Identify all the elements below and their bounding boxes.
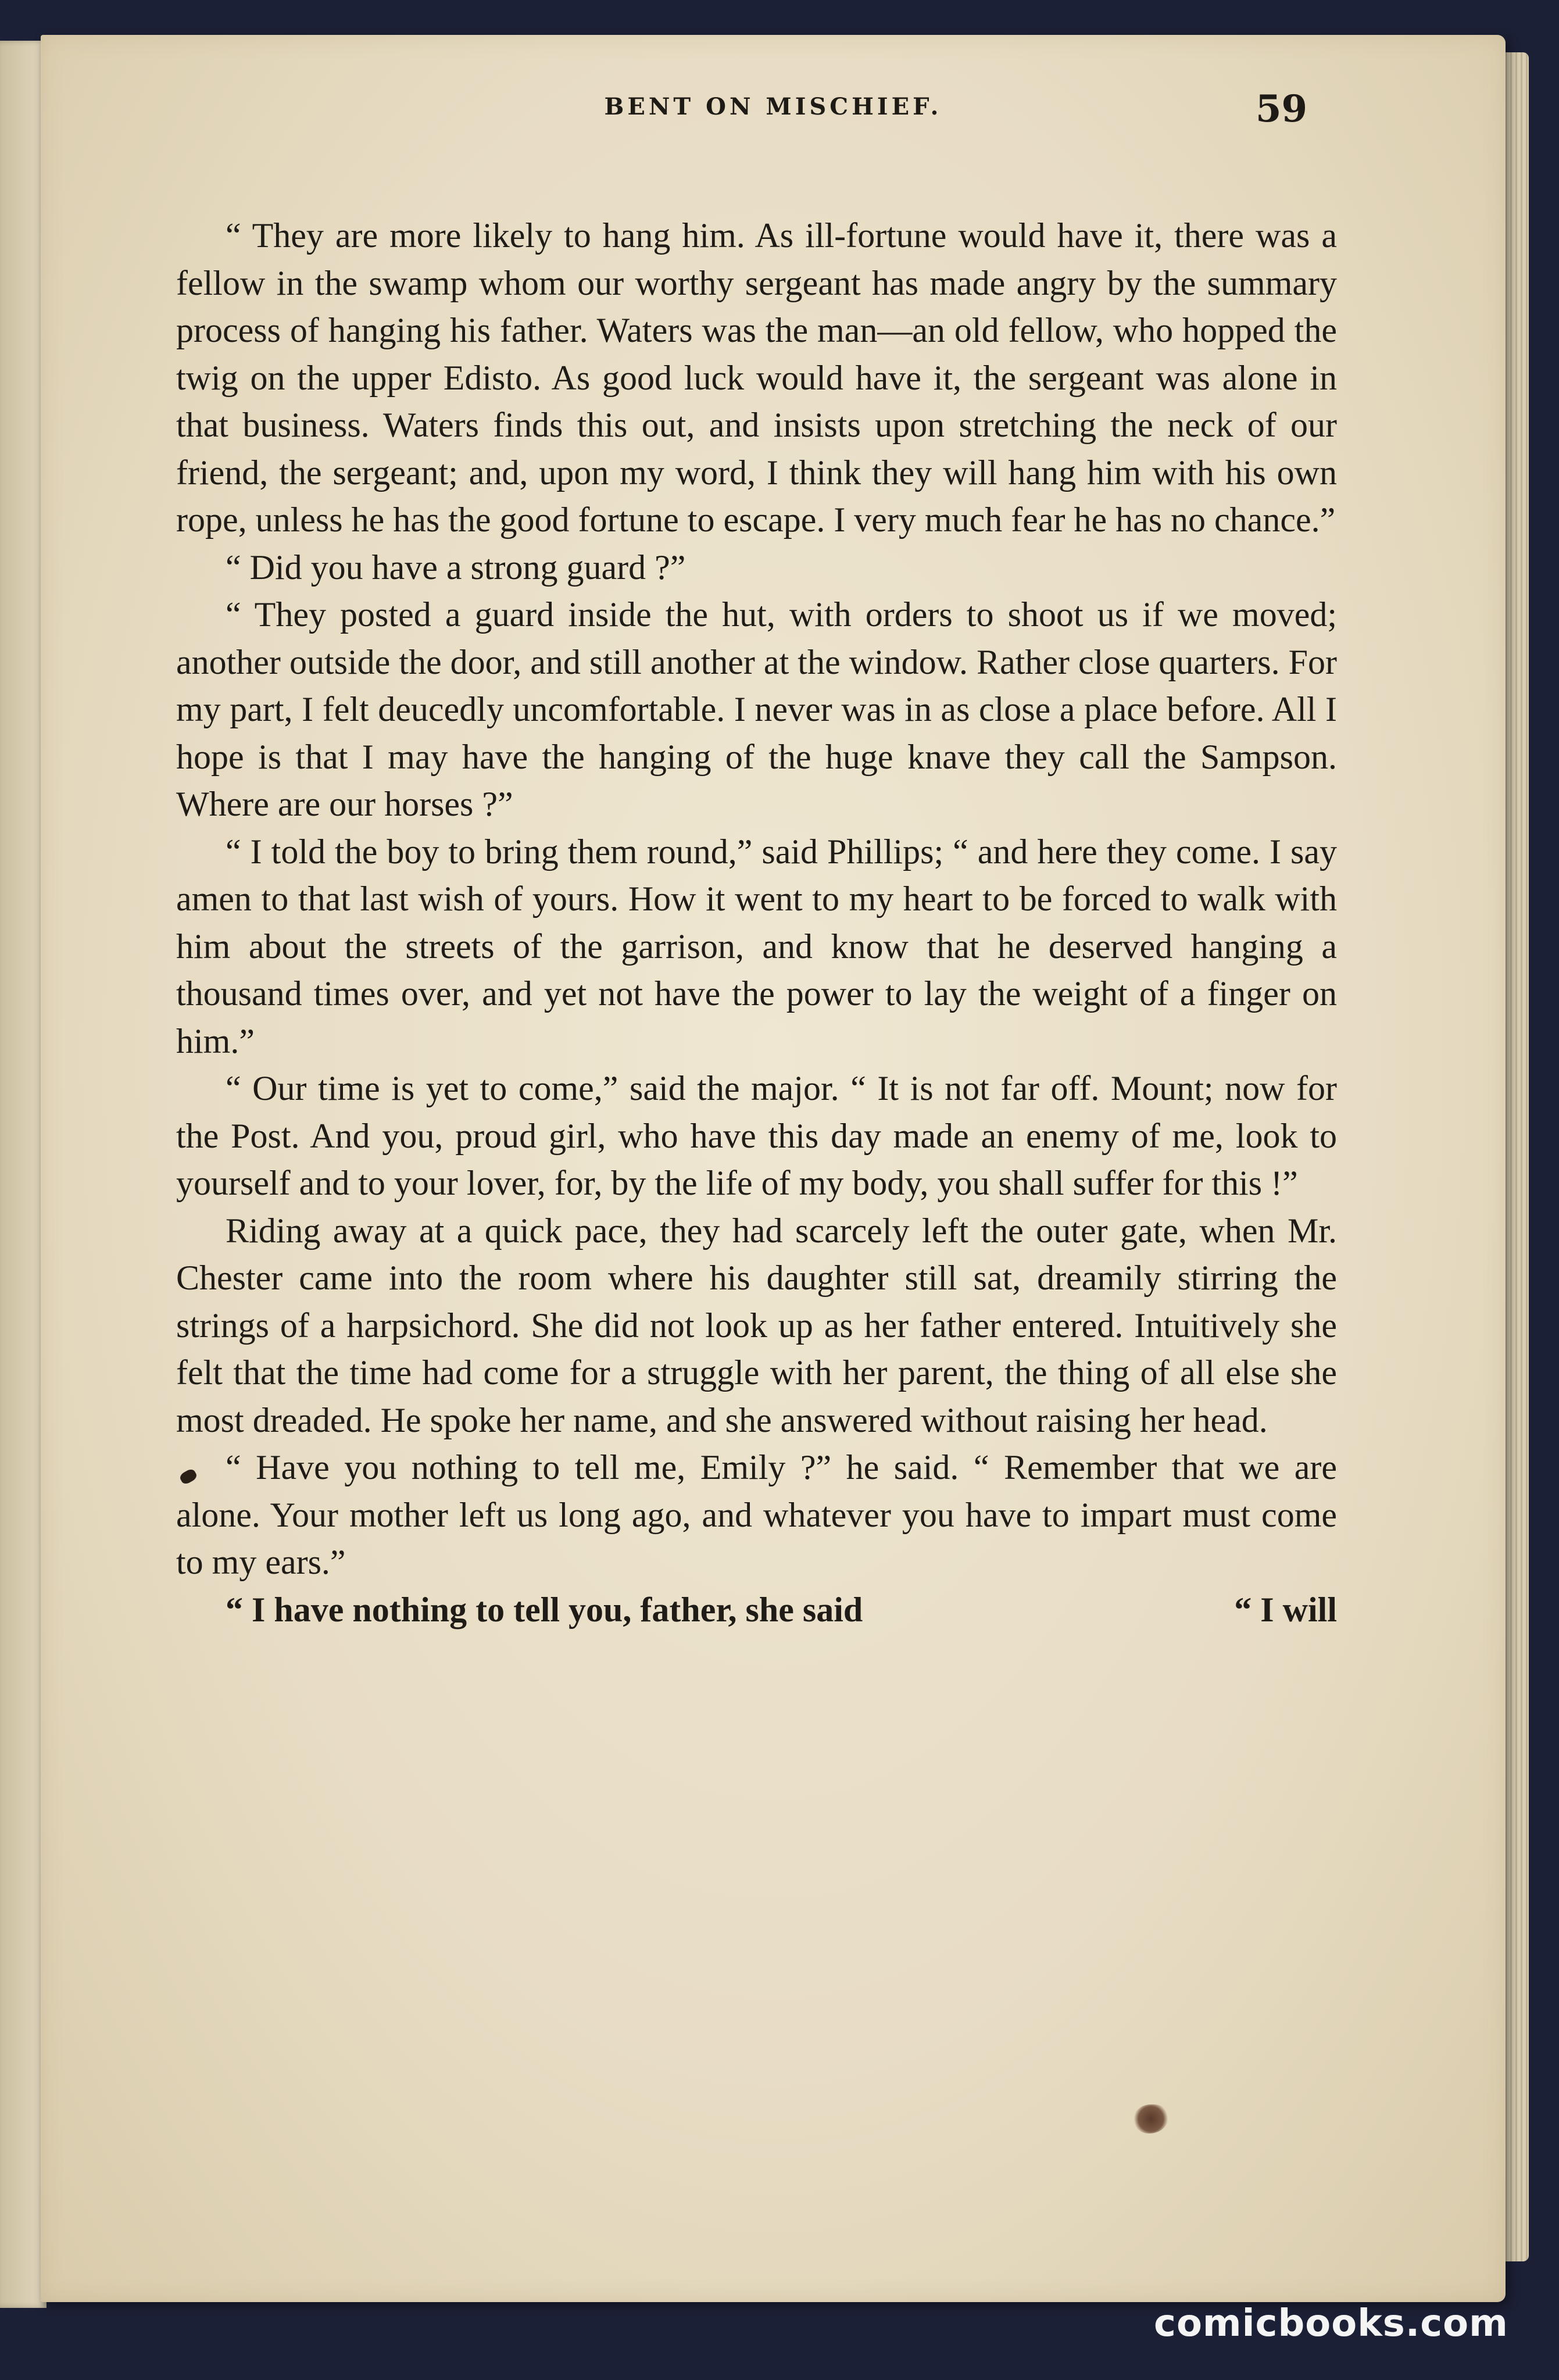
watermark: comicbooks.com [1154, 2302, 1508, 2345]
final-line [176, 1586, 1337, 1634]
final-line-left: “ I have nothing to tell you, father, she said [226, 1590, 863, 1629]
paragraph: “ I told the boy to bring them round,” said Phillips; “ and here they come. I say amen to that last wish of yours. How it went to my heart to be forced to walk with him about the streets of the garrison, and know that he deserved hanging a thousand times over, and yet not have the power to lay the weight of a finger on him.” [176, 832, 1337, 1060]
book-page [41, 35, 1506, 2302]
paragraph: Riding away at a quick pace, they had scarcely left the outer gate, when Mr. Chester came into the room where his daughter still sat, dreamily stirring the strings of a harpsichord. She did not look up as her father entered. Intuitively she felt that the time had come for a struggle with her parent, the thing of all else she most dreaded. He spoke her name, and she answered without raising her head. [176, 1211, 1337, 1439]
paragraph: “ Did you have a strong guard ?” [226, 548, 686, 587]
previous-page-edge [0, 41, 47, 2308]
ink-stain [1134, 2104, 1168, 2134]
paragraph: “ Have you nothing to tell me, Emily ?” he said. “ Remember that we are alone. Your mother left us long ago, and whatever you have to impart must come to my ears.” [176, 1448, 1337, 1581]
paragraph: “ They posted a guard inside the hut, with orders to shoot us if we moved; another outside the door, and still another at the window. Rather close quarters. For my part, I felt deucedly uncomfortable. I never was in as close a place before. All I hope is that I may have the hanging of the huge knave they call the Sampson. Where are our horses ?” [176, 595, 1337, 823]
page-number: 59 [1256, 87, 1308, 131]
running-head: BENT ON MISCHIEF. [604, 93, 942, 120]
paragraph: “ They are more likely to hang him. As ill-fortune would have it, there was a fellow in the swamp whom our worthy sergeant has made angry by the summary process of hanging his father. Waters was the man—an old fellow, who hopped the twig on the upper Edisto. As good luck would have it, the sergeant was alone in that business. Waters finds this out, and insists upon stretching the neck of our friend, the sergeant; and, upon my word, I think they will hang him with his own rope, unless he has the good fortune to escape. I very much fear he has no chance.” [176, 216, 1337, 539]
final-line-right: “ I will [1234, 1590, 1337, 1629]
body-text [176, 212, 1337, 1634]
paragraph: “ Our time is yet to come,” said the major. “ It is not far off. Mount; now for the Post. And you, proud girl, who have this day made an enemy of me, look to yourself and to your lover, for, by the life of my body, you shall suffer for this !” [176, 1069, 1337, 1202]
